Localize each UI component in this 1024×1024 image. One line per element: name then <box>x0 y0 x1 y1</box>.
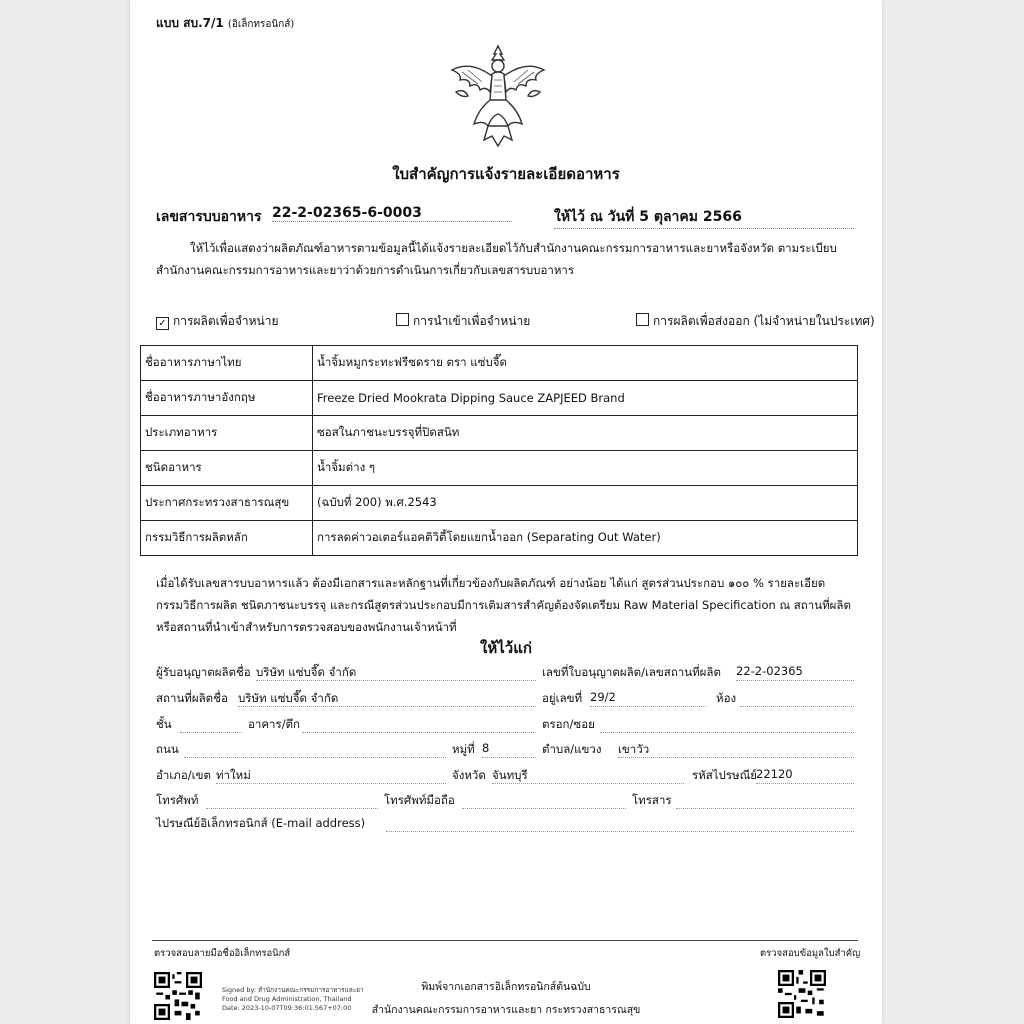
holder-value: บริษัท แซ่บจี๊ด จำกัด <box>256 664 536 681</box>
printed-from-note: พิมพ์จากเอกสารอิเล็กทรอนิกส์ต้นฉบับ <box>421 981 591 993</box>
province-label: จังหวัด <box>452 768 486 782</box>
signed-org-line: Food and Drug Administration, Thailand <box>222 995 352 1003</box>
table-row <box>141 381 858 416</box>
registration-label: เลขสารบบอาหาร <box>156 209 262 225</box>
phone-value <box>206 792 378 809</box>
room-value <box>740 690 854 707</box>
fax-value <box>676 792 854 809</box>
detail-value: (ฉบับที่ 200) พ.ศ.2543 <box>313 486 858 521</box>
building-label: อาคาร/ตึก <box>248 717 300 731</box>
purpose-label: การผลิตเพื่อส่งออก (ไม่จำหน่ายในประเทศ) <box>653 314 875 328</box>
address-no-value: 29/2 <box>590 690 706 707</box>
floor-label: ชั้น <box>156 717 172 731</box>
detail-value: น้ำจิ้มหมูกระทะฟรีซดราย ตรา แซ่บจี๊ด <box>313 346 858 381</box>
district-value: ท่าใหม่ <box>216 767 446 784</box>
registration-number: 22-2-02365-6-0003 <box>272 205 512 222</box>
give-to-heading: ให้ไว้แก่ <box>480 639 532 657</box>
site-label: สถานที่ผลิตชื่อ <box>156 691 228 705</box>
document-title: ใบสำคัญการแจ้งรายละเอียดอาหาร <box>392 165 620 183</box>
detail-value: การลดค่าวอเตอร์แอคติวิตี้โดยแยกน้ำออก (Separating Out Water) <box>313 521 858 556</box>
verify-certificate-caption: ตรวจสอบข้อมูลใบสำคัญ <box>760 948 861 959</box>
postcode-label: รหัสไปรษณีย์ <box>692 768 758 782</box>
detail-key: ชื่ออาหารภาษาอังกฤษ <box>141 381 313 416</box>
table-row <box>141 521 858 556</box>
license-no-value: 22-2-02365 <box>736 664 854 681</box>
subdistrict-label: ตำบล/แขวง <box>542 742 602 756</box>
road-value <box>184 741 446 758</box>
verify-signature-caption: ตรวจสอบลายมือชื่ออิเล็กทรอนิกส์ <box>154 948 291 959</box>
mobile-value <box>462 792 626 809</box>
checkbox-empty-icon <box>396 313 409 326</box>
certificate-page <box>130 0 882 1024</box>
certificate-qr-code-icon[interactable] <box>778 970 826 1018</box>
garuda-emblem <box>448 40 548 152</box>
checkbox-checked-icon: ✓ <box>156 317 169 330</box>
signed-date-line: Date: 2023-10-07T09:36:01.567+07:00 <box>222 1004 352 1012</box>
floor-value <box>180 716 242 733</box>
detail-key: ชื่ออาหารภาษาไทย <box>141 346 313 381</box>
province-value: จันทบุรี <box>492 767 684 784</box>
form-code <box>156 14 294 33</box>
license-no-label: เลขที่ใบอนุญาตผลิต/เลขสถานที่ผลิต <box>542 665 721 679</box>
detail-value: น้ำจิ้มต่าง ๆ <box>313 451 858 486</box>
checkbox-empty-icon <box>636 313 649 326</box>
district-label: อำเภอ/เขต <box>156 768 211 782</box>
phone-label: โทรศัพท์ <box>156 793 199 807</box>
table-row <box>141 451 858 486</box>
detail-key: ประกาศกระทรวงสาธารณสุข <box>141 486 313 521</box>
purpose-option-1 <box>396 312 530 331</box>
moo-label: หมู่ที่ <box>452 742 475 756</box>
mobile-label: โทรศัพท์มือถือ <box>384 793 455 807</box>
address-no-label: อยู่เลขที่ <box>542 691 583 705</box>
detail-value: ซอสในภาชนะบรรจุที่ปิดสนิท <box>313 416 858 451</box>
road-label: ถนน <box>156 742 179 756</box>
detail-value: Freeze Dried Mookrata Dipping Sauce ZAPJEED Brand <box>313 381 858 416</box>
email-value <box>386 815 854 832</box>
site-value: บริษัท แซ่บจี๊ด จำกัด <box>238 690 536 707</box>
table-row <box>141 346 858 381</box>
room-label: ห้อง <box>716 691 737 705</box>
form-code-note: (อิเล็กทรอนิกส์) <box>227 19 295 30</box>
conditions-paragraph: เมื่อได้รับเลขสารบบอาหารแล้ว ต้องมีเอกสารและหลักฐานที่เกี่ยวข้องกับผลิตภัณฑ์ อย่างน้อย ได้แก่ สูตรส่วนประกอบ ๑๐๐ % รายละเอียดกรรมวิธีการผลิต ชนิดภาชนะบรรจุ และกรณีสูตรส่วนประกอบมีการเติมสารสำคัญต้องจัดเตรียม Raw Material Specification ณ สถานที่ผลิตหรือสถานที่นำเข้าสำหรับการตรวจสอบของพนักงานเจ้าหน้าที่ <box>156 576 851 634</box>
subdistrict-value: เขาวัว <box>618 741 854 758</box>
detail-key: ประเภทอาหาร <box>141 416 313 451</box>
signed-by-line: Signed by: สำนักงานคณะกรรมการอาหารและยา <box>222 986 364 994</box>
holder-label: ผู้รับอนุญาตผลิตชื่อ <box>156 665 251 679</box>
purpose-label: การผลิตเพื่อจำหน่าย <box>173 314 279 328</box>
intro-paragraph: ให้ไว้เพื่อแสดงว่าผลิตภัณฑ์อาหารตามข้อมูลนี้ได้แจ้งรายละเอียดไว้กับสำนักงานคณะกรรมการอาหารและยาหรือจังหวัด ตามระเบียบสำนักงานคณะกรรมการอาหารและยาว่าด้วยการดำเนินการเกี่ยวกับเลขสารบบอาหาร <box>156 241 837 277</box>
alley-label: ตรอก/ซอย <box>542 717 595 731</box>
building-value <box>302 716 536 733</box>
detail-key: กรรมวิธีการผลิตหลัก <box>141 521 313 556</box>
table-row <box>141 486 858 521</box>
purpose-option-2 <box>636 312 875 331</box>
issuing-agency: สำนักงานคณะกรรมการอาหารและยา กระทรวงสาธารณสุข <box>371 1004 641 1016</box>
email-label: ไปรษณีย์อิเล็กทรอนิกส์ (E-mail address) <box>156 816 366 830</box>
moo-value: 8 <box>482 741 536 758</box>
purpose-label: การนำเข้าเพื่อจำหน่าย <box>413 314 531 328</box>
food-details-table <box>140 345 858 556</box>
issue-date: ให้ไว้ ณ วันที่ 5 ตุลาคม 2566 <box>554 206 854 229</box>
fax-label: โทรสาร <box>632 793 672 807</box>
postcode-value: 22120 <box>756 767 854 784</box>
purpose-option-0 <box>156 312 279 331</box>
footer-divider <box>152 940 858 941</box>
alley-value <box>600 716 854 733</box>
table-row <box>141 416 858 451</box>
form-code-text: แบบ สบ.7/1 <box>156 16 224 30</box>
detail-key: ชนิดอาหาร <box>141 451 313 486</box>
